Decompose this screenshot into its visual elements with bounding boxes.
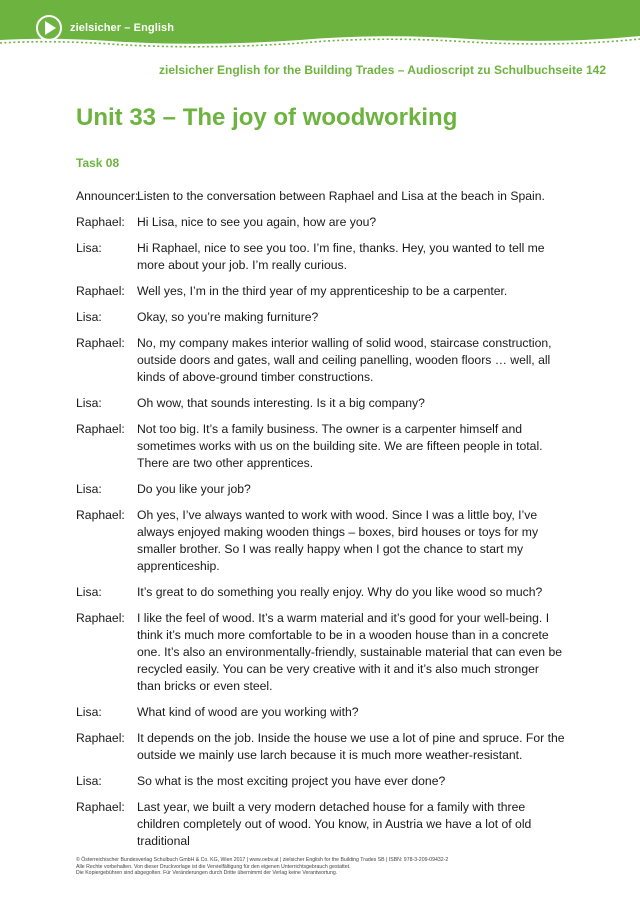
spoken-line: Hi Raphael, nice to see you too. I’m fine, thanks. Hey, you wanted to tell me more about your job. I’m really curious.: [137, 241, 545, 272]
task-label: Task 08: [76, 156, 120, 170]
dialogue-turn: [76, 481, 566, 498]
speaker-label: Raphael:: [76, 611, 125, 625]
dialogue-turn: [76, 421, 566, 472]
speaker-label: Raphael:: [76, 336, 125, 350]
speaker-label: Lisa:: [76, 396, 102, 410]
spoken-line: No, my company makes interior walling of solid wood, staircase construction, outside doors and gates, wall and ceiling panelling, wooden floors … well, all kinds of above-ground timber constructions.: [137, 336, 552, 384]
speaker-label: Lisa:: [76, 705, 102, 719]
speaker-label: Raphael:: [76, 422, 125, 436]
dialogue-turn: [76, 730, 566, 764]
brand-name: zielsicher – English: [70, 22, 175, 34]
dialogue-turn: [76, 309, 566, 326]
dialogue-turn: [76, 704, 566, 721]
footer-disclaimer-line: Die Kopiergebühren sind abgegolten. Für Veränderungen durch Dritte übernimmt der Verlag keine Verantwortung.: [76, 870, 338, 877]
dialogue-turn: [76, 584, 566, 601]
spoken-line: Hi Lisa, nice to see you again, how are you?: [137, 215, 377, 229]
spoken-line: Oh yes, I’ve always wanted to work with wood. Since I was a little boy, I’ve always enjoyed making wooden things – boxes, bird houses or toys for my smaller brother. So I was really happy when I got the chance to start my apprenticeship.: [137, 508, 539, 573]
speaker-label: Lisa:: [76, 310, 102, 324]
speaker-label: Raphael:: [76, 800, 125, 814]
spoken-line: Okay, so you’re making furniture?: [137, 310, 319, 324]
dialogue-transcript: [76, 188, 566, 859]
spoken-line: Not too big. It’s a family business. The owner is a carpenter himself and sometimes works with us on the building site. We are fifteen people in total. There are two other apprentices.: [137, 422, 543, 470]
dialogue-turn: [76, 240, 566, 274]
copyright-footer: [76, 857, 576, 877]
speaker-label: Raphael:: [76, 508, 125, 522]
spoken-line: So what is the most exciting project you have ever done?: [137, 774, 446, 788]
speaker-label: Announcer:: [76, 189, 139, 203]
dialogue-turn: [76, 395, 566, 412]
dialogue-turn: [76, 283, 566, 300]
footer-rights-line: Alle Rechte vorbehalten. Von dieser Druckvorlage ist die Vervielfältigung für den eigenen Unterrichtsgebrauch gestattet.: [76, 863, 351, 870]
spoken-line: I like the feel of wood. It’s a warm material and it’s good for your well-being. I think it’s much more comfortable to be in a wooden house than in a concrete one. It’s also an environmentally-friendly, sustainable material that can even be recycled easily. You can be very creative with it and it’s also much stronger than bricks or even steel.: [137, 611, 562, 693]
spoken-line: Well yes, I’m in the third year of my apprenticeship to be a carpenter.: [137, 284, 508, 298]
document-reference: zielsicher English for the Building Trades – Audioscript zu Schulbuchseite 142: [159, 63, 606, 77]
dialogue-turn: [76, 507, 566, 575]
dialogue-turn: [76, 335, 566, 386]
play-triangle-icon: [45, 21, 56, 35]
spoken-line: Last year, we built a very modern detached house for a family with three children completely out of wood. You know, in Austria we have a lot of old traditional: [137, 800, 532, 848]
dialogue-turn: [76, 610, 566, 695]
spoken-line: Do you like your job?: [137, 482, 251, 496]
spoken-line: It depends on the job. Inside the house we use a lot of pine and spruce. For the outside we mainly use larch because it is much more weather-resistant.: [137, 731, 565, 762]
dialogue-turn: [76, 799, 566, 850]
header-banner: [0, 0, 640, 48]
speaker-label: Raphael:: [76, 731, 125, 745]
speaker-label: Raphael:: [76, 284, 125, 298]
speaker-label: Lisa:: [76, 774, 102, 788]
spoken-line: Oh wow, that sounds interesting. Is it a big company?: [137, 396, 425, 410]
unit-title: Unit 33 – The joy of woodworking: [76, 104, 458, 131]
dialogue-turn: [76, 188, 566, 205]
speaker-label: Raphael:: [76, 215, 125, 229]
spoken-line: Listen to the conversation between Raphael and Lisa at the beach in Spain.: [137, 189, 545, 203]
footer-copyright-line: © Österreichischer Bundesverlag Schulbuch GmbH & Co. KG, Wien 2017 | www.oebv.at | zielsicher English for the Building Trades SB | ISBN: 978-3-209-09432-2: [76, 857, 449, 863]
speaker-label: Lisa:: [76, 585, 102, 599]
dialogue-turn: [76, 214, 566, 231]
spoken-line: It’s great to do something you really enjoy. Why do you like wood so much?: [137, 585, 543, 599]
speaker-label: Lisa:: [76, 482, 102, 496]
spoken-line: What kind of wood are you working with?: [137, 705, 359, 719]
dialogue-turn: [76, 773, 566, 790]
speaker-label: Lisa:: [76, 241, 102, 255]
